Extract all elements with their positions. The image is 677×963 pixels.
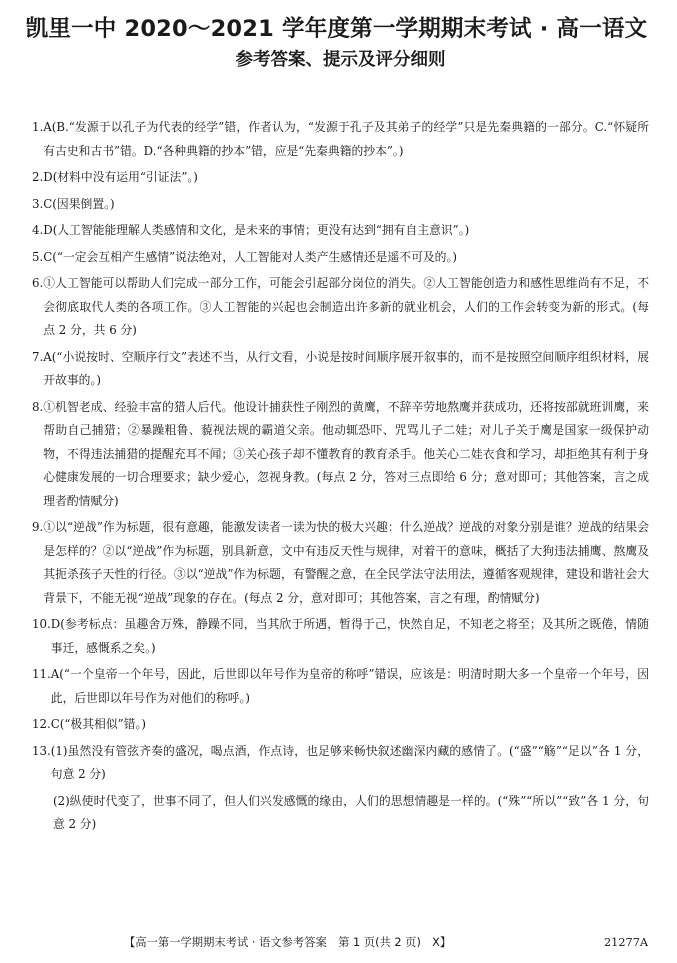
answer-item-4 [32,219,649,243]
answer-text: ①以“逆战”作为标题，很有意趣，能激发读者一读为快的极大兴趣：什么逆战？逆战的对象分别是谁？逆战的结果会是怎样的？②以“逆战”作为标题，别具新意，文中有违反天性与规律，对着干的意味，概括了大狗违法捕鹰、熬鹰及其扼杀孩子天性的行径。③以“逆战”作为标题，有警醒之意，在全民学法守法用法，遵循客观规律，建设和谐社会大背景下，不能无视“逆战”现象的存在。(每点 2 分，意对即可；其他答案，言之有理，酌情赋分) [43,520,649,605]
answer-text: A(B.“发源于以孔子为代表的经学”错，作者认为，“发源于孔子及其弟子的经学”只是先秦典籍的一部分。C.“怀疑所有古史和古书”错。D.“各种典籍的抄本”错，应是“先秦典籍的抄本”。) [43,120,649,158]
answer-number: 6. [32,276,44,290]
answer-number: 4. [32,223,44,237]
answer-item-10 [32,613,649,660]
answer-text: A(“一个皇帝一个年号，因此，后世即以年号作为皇帝的称呼”错误，应该是：明清时期大多一个皇帝一个年号，因此，后世即以年号作为对他们的称呼。) [50,667,649,705]
answer-item-8 [32,396,649,514]
answer-item-6 [32,272,649,343]
answer-item-9 [32,516,649,610]
footer-exam-code: 21277A [604,936,649,949]
answer-item-5 [32,246,649,270]
answer-number: 12. [32,717,51,731]
answer-text: D(人工智能能理解人类感情和文化，是未来的事情；更没有达到“拥有自主意识”。) [43,223,470,237]
answer-number: 8. [32,399,44,414]
answer-text: D(参考标点：虽趣舍万殊，静躁不同，当其欣于所遇，暂得于己，快然自足，不知老之将至；及其所之既倦，情随事迁，感慨系之矣。) [50,617,649,655]
answer-text: C(“一定会互相产生感情”说法绝对，人工智能对人类产生感情还是遥不可及的。) [43,249,457,264]
answer-item-12 [32,713,649,737]
answer-text: C(“极其相似”错。) [50,717,146,731]
answer-list [32,116,649,837]
answer-text: ①机智老成、经验丰富的猎人后代。他设计捕获性子刚烈的黄鹰，不辞辛劳地熬鹰并获成功，还将按部就班训鹰，来帮助自己捕猎；②暴躁粗鲁、藐视法规的霸道父亲。他动辄恐吓、咒骂儿子二娃；对儿子关于鹰是国家一级保护动物，不得违法捕猎的提醒充耳不闻；③关心孩子却不懂教育的教育杀手。他关心二娃衣食和学习，却拒绝其有利于身心健康发展的一切合理要求；缺少爱心，忽视身教。(每点 2 分，答对三点即给 6 分；意对即可；其他答案，言之成理者酌情赋分) [43,399,649,508]
answer-number: 3. [32,196,44,211]
answer-number: 5. [32,249,44,264]
answer-number: 11. [32,667,51,681]
answer-text: A(“小说按时、空顺序行文”表述不当，从行文看，小说是按时间顺序展开叙事的，而不是按照空间顺序组织材料，展开故事的。) [43,349,649,387]
answer-item-3 [32,193,649,217]
answer-text: (1)虽然没有管弦齐奏的盛况，喝点酒，作点诗，也足够来畅快叙述幽深内藏的感情了。(“盛”“觞”“足以”各 1 分，句意 2 分) [50,743,649,781]
page-subtitle: 参考答案、提示及评分细则 [235,50,446,70]
answer-number: 7. [32,349,44,364]
answer-number: 13. [32,743,51,758]
answer-text: ①人工智能可以帮助人们完成一部分工作，可能会引起部分岗位的消失。②人工智能创造力和感性思维尚有不足，不会彻底取代人类的各项工作。③人工智能的兴起也会制造出许多新的就业机会，人们的工作会转变为新的形式。(每点 2 分，共 6 分) [43,276,649,337]
answer-number: 9. [32,520,44,534]
answer-item-7 [32,346,649,393]
answer-number: 2. [32,170,44,184]
answer-text: D(材料中没有运用“引证法”。) [43,170,198,184]
page-title: 凯里一中 2020～2021 学年度第一学期期末考试 · 高一语文 [25,16,648,42]
answer-number: 1. [32,120,44,134]
answer-number: 10. [32,617,51,631]
answer-text: C(因果倒置。) [43,196,115,211]
answer-item-11 [32,663,649,710]
footer-page-info: 【高一第一学期期末考试 · 语文参考答案 第 1 页(共 2 页) X】 [124,936,452,949]
answer-item-2 [32,166,649,190]
answer-item-13 [32,740,649,787]
answer-item-1 [32,116,649,163]
answer-item-13-part-2: (2)纵使时代变了，世事不同了，但人们兴发感慨的缘由，人们的思想情趣是一样的。(“殊”“所以”“致”各 1 分，句意 2 分) [53,793,649,831]
